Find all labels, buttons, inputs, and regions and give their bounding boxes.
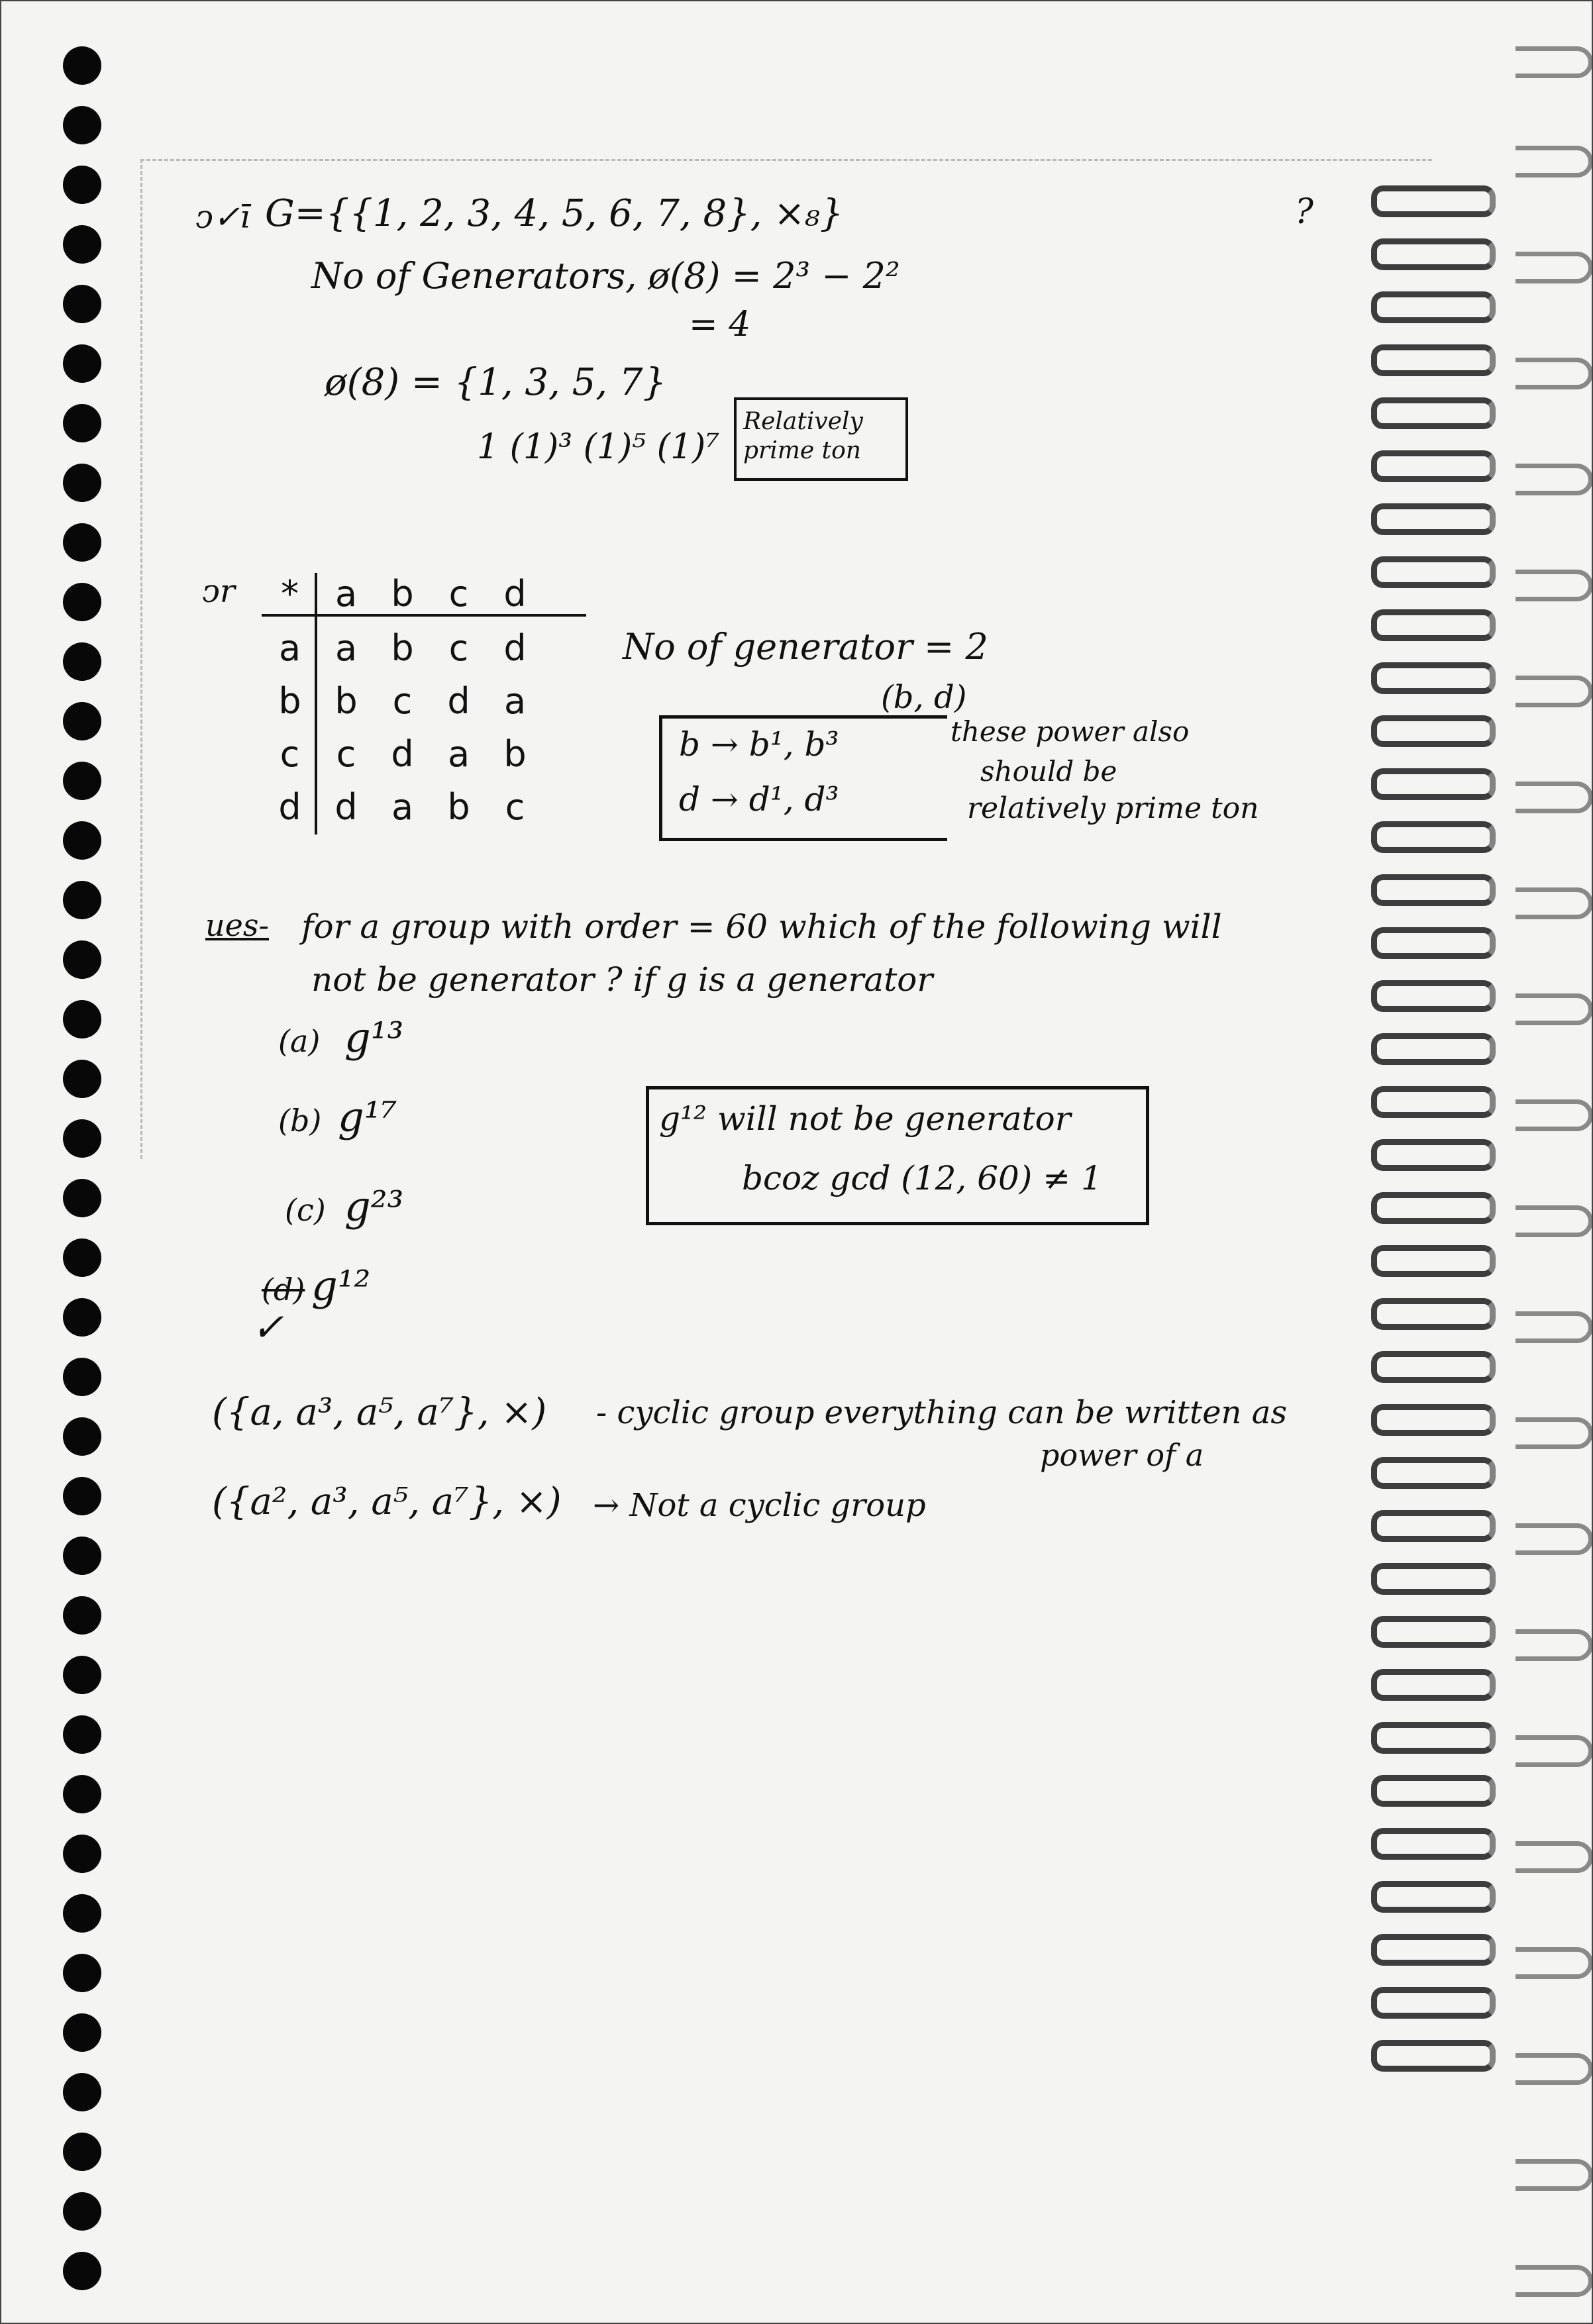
spiral-coil (1371, 2040, 1496, 2072)
q2-note-line1: these power also (951, 715, 1190, 748)
binder-hole (63, 285, 101, 323)
spiral-coil (1371, 1086, 1496, 1118)
table-cell: c (392, 680, 413, 722)
table-header: a (334, 573, 358, 615)
spiral-coil (1371, 1192, 1496, 1224)
spiral-coil (1371, 1139, 1496, 1171)
top-rule-line (140, 159, 1432, 161)
spiral-coil (1371, 821, 1496, 853)
margin-line (140, 159, 142, 1159)
q2-num-generators: No of generator = 2 (623, 626, 988, 668)
spiral-coil (1371, 874, 1496, 906)
spiral-ring (1516, 46, 1593, 78)
binder-hole (63, 1715, 101, 1754)
binder-hole (63, 1298, 101, 1337)
table-cell: b (334, 680, 358, 722)
binder-hole (63, 2133, 101, 2171)
spiral-coil (1371, 662, 1496, 694)
spiral-ring (1516, 676, 1593, 707)
binder-hole (63, 1596, 101, 1635)
q4-set1: ({a, a³, a⁵, a⁷}, ×) (212, 1391, 547, 1434)
spiral-coil (1371, 1934, 1496, 1966)
q1-phi-set: ø(8) = {1, 3, 5, 7} (325, 361, 667, 404)
binder-hole (63, 1417, 101, 1456)
q1-label: ↄ✓ī (195, 199, 250, 236)
spiral-ring (1516, 252, 1593, 283)
table-row-label: d (278, 786, 301, 828)
q2-note-line2: should be (980, 755, 1117, 787)
binder-hole (63, 1954, 101, 1992)
spiral-coil (1371, 1351, 1496, 1383)
spiral-coil (1371, 927, 1496, 959)
q3-option-value: g²³ (344, 1182, 404, 1231)
spiral-coil (1371, 1457, 1496, 1489)
spiral-ring (1516, 570, 1593, 601)
q3-option-value: g¹⁷ (338, 1093, 397, 1141)
binder-hole (63, 2252, 101, 2290)
q4-set2-note: → Not a cyclic group (593, 1487, 926, 1524)
spiral-coil (1371, 1881, 1496, 1913)
binder-hole (63, 1179, 101, 1217)
q4-set1-note2: power of a (1040, 1437, 1204, 1473)
table-cell: c (448, 627, 469, 669)
q3-option-label: (a) (278, 1023, 321, 1059)
table-cell: d (447, 680, 470, 722)
spiral-coil (1371, 185, 1496, 217)
q2-generator-pair: (b, d) (881, 679, 967, 716)
spiral-ring (1516, 2265, 1593, 2297)
table-cell: b (391, 627, 414, 669)
q3-option-label: (d) (262, 1272, 305, 1307)
spiral-ring (1516, 358, 1593, 389)
spiral-coil (1371, 556, 1496, 588)
q2-b-powers: b → b¹, b³ (679, 725, 839, 764)
table-cell: a (391, 786, 414, 828)
binder-hole (63, 2013, 101, 2052)
q3-question-line2: not be generator ? if g is a generator (311, 960, 933, 999)
q2-d-powers: d → d¹, d³ (679, 780, 839, 819)
binder-hole (63, 642, 101, 681)
table-row-label: a (278, 627, 301, 669)
table-cell: a (503, 680, 527, 722)
binder-hole (63, 940, 101, 979)
table-header: d (503, 573, 527, 615)
binder-hole (63, 344, 101, 383)
q1-equals-four: = 4 (689, 305, 751, 344)
binder-hole (63, 2073, 101, 2111)
binder-hole (63, 702, 101, 740)
q3-question-line1: for a group with order = 60 which of the following will (301, 907, 1222, 946)
spiral-coil (1371, 715, 1496, 747)
q3-answer-line1: g¹² will not be generator (659, 1099, 1071, 1138)
spiral-ring (1516, 1735, 1593, 1767)
spiral-ring (1516, 146, 1593, 177)
spiral-coil (1371, 1510, 1496, 1542)
spiral-coil (1371, 1722, 1496, 1754)
spiral-coil (1371, 397, 1496, 429)
spiral-ring (1516, 1205, 1593, 1237)
q3-label: ues- (205, 907, 269, 943)
spiral-ring (1516, 1311, 1593, 1343)
binder-hole (63, 106, 101, 144)
binder-hole (63, 1000, 101, 1038)
binder-hole (63, 583, 101, 621)
spiral-ring (1516, 1841, 1593, 1873)
binder-hole (63, 404, 101, 442)
spiral-ring (1516, 464, 1593, 495)
q4-set1-note: - cyclic group everything can be written as (596, 1394, 1287, 1431)
spiral-coil (1371, 291, 1496, 323)
binder-hole (63, 1894, 101, 1933)
spiral-coil (1371, 1669, 1496, 1701)
spiral-ring (1516, 993, 1593, 1025)
table-row-label: b (278, 680, 301, 722)
spiral-ring (1516, 1629, 1593, 1661)
q3-option-label: (c) (285, 1192, 326, 1228)
q1-powers: 1 (1)³ (1)⁵ (1)⁷ (477, 427, 720, 467)
binder-hole (63, 1656, 101, 1694)
table-cell: d (391, 733, 414, 775)
spiral-coil (1371, 609, 1496, 641)
table-corner: * (281, 573, 299, 615)
q3-option-value: g¹² (311, 1262, 371, 1310)
table-header: b (391, 573, 414, 615)
correct-checkmark-icon: ✓ (252, 1305, 284, 1350)
binder-hole (63, 166, 101, 204)
q3-option-value: g¹³ (344, 1013, 404, 1062)
table-cell: d (503, 627, 527, 669)
binder-hole (63, 464, 101, 502)
binder-hole (63, 881, 101, 919)
q1-boxed-note: Relatively prime ton (743, 408, 863, 464)
spiral-coil (1371, 1404, 1496, 1436)
spiral-coil (1371, 1987, 1496, 2019)
spiral-ring (1516, 782, 1593, 813)
binder-hole (63, 821, 101, 860)
q1-generators-formula: No of Generators, ø(8) = 2³ − 2² (311, 255, 900, 297)
binder-hole (63, 523, 101, 562)
spiral-coil (1371, 344, 1496, 376)
table-cell: c (505, 786, 525, 828)
spiral-coil (1371, 1033, 1496, 1065)
spiral-coil (1371, 1298, 1496, 1330)
spiral-coil (1371, 450, 1496, 482)
table-cell: b (503, 733, 527, 775)
table-cell: b (447, 786, 470, 828)
spiral-ring (1516, 2159, 1593, 2191)
table-header: c (448, 573, 469, 615)
q2-note-line3: relatively prime ton (967, 791, 1259, 825)
binder-hole (63, 2192, 101, 2231)
spiral-coil (1371, 1245, 1496, 1277)
spiral-coil (1371, 1563, 1496, 1595)
spiral-coil (1371, 1775, 1496, 1807)
table-cell: a (447, 733, 470, 775)
binder-hole (63, 1477, 101, 1515)
binder-hole (63, 225, 101, 264)
spiral-coil (1371, 503, 1496, 535)
spiral-ring (1516, 1099, 1593, 1131)
binder-hole (63, 1775, 101, 1813)
table-cell: d (334, 786, 358, 828)
table-cell: a (334, 627, 358, 669)
spiral-coil (1371, 768, 1496, 800)
spiral-ring (1516, 887, 1593, 919)
q3-option-label: (b) (278, 1103, 322, 1138)
binder-hole (63, 46, 101, 85)
margin-question-mark: ? (1295, 192, 1313, 232)
spiral-ring (1516, 2053, 1593, 2085)
spiral-ring (1516, 1523, 1593, 1555)
binder-hole (63, 1119, 101, 1158)
binder-hole (63, 762, 101, 800)
q2-label: ↄr (202, 573, 235, 610)
spiral-coil (1371, 980, 1496, 1012)
spiral-coil (1371, 238, 1496, 270)
binder-hole (63, 1835, 101, 1873)
q4-set2: ({a², a³, a⁵, a⁷}, ×) (212, 1480, 562, 1523)
binder-hole (63, 1358, 101, 1396)
spiral-ring (1516, 1417, 1593, 1449)
binder-hole (63, 1537, 101, 1575)
spiral-coil (1371, 1616, 1496, 1648)
q3-answer-line2: bcoz gcd (12, 60) ≠ 1 (742, 1159, 1102, 1197)
binder-hole (63, 1060, 101, 1098)
binder-hole (63, 1238, 101, 1277)
cayley-table (262, 573, 593, 838)
q1-group-set: G={{1, 2, 3, 4, 5, 6, 7, 8}, ×₈} (265, 192, 844, 235)
spiral-ring (1516, 1947, 1593, 1979)
table-row-label: c (280, 733, 300, 775)
spiral-coil (1371, 1828, 1496, 1860)
table-cell: c (336, 733, 356, 775)
